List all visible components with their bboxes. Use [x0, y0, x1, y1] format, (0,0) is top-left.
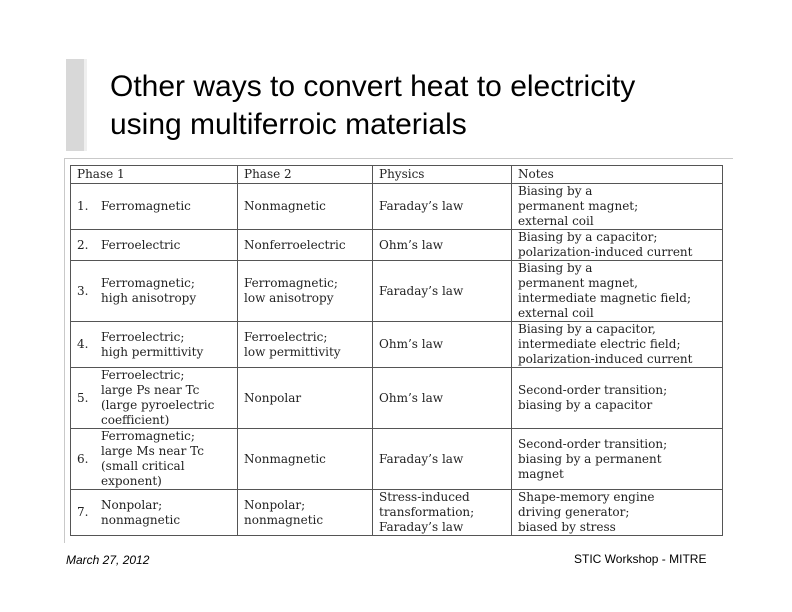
slide-title: [110, 68, 750, 144]
table-header-row: [71, 166, 723, 184]
phase1-cell: [71, 261, 238, 322]
row-number: 3.: [77, 283, 89, 298]
table-row: [71, 368, 723, 429]
notes-cell: [512, 261, 723, 322]
row-number: 1.: [77, 199, 89, 213]
footer-date: March 27, 2012: [66, 553, 150, 567]
header-notes: Notes: [512, 166, 723, 184]
phase1-text: Ferroelectric: [101, 237, 181, 252]
phase1-text: Ferromagnetic; high anisotropy: [101, 276, 197, 305]
footer-event: STIC Workshop - MITRE: [574, 552, 707, 566]
phase2-cell: [238, 261, 373, 322]
notes-text: Shape-memory engine driving generator; biased by stress: [518, 490, 655, 534]
notes-cell: [512, 184, 723, 230]
row-number: 6.: [77, 451, 89, 466]
physics-cell: [373, 184, 512, 230]
notes-text: Biasing by a permanent magnet; external coil: [518, 184, 639, 228]
physics-text: Stress-induced transformation; Faraday’s law: [379, 490, 475, 534]
phase2-cell: [238, 322, 373, 368]
physics-cell: [373, 429, 512, 490]
notes-text: Biasing by a permanent magnet, intermediate magnetic field; external coil: [518, 261, 692, 320]
physics-cell: [373, 261, 512, 322]
notes-cell: [512, 490, 723, 536]
title-accent-bar: [66, 59, 87, 151]
header-phase1: Phase 1: [71, 166, 238, 184]
notes-text: Biasing by a capacitor; polarization-induced current: [518, 230, 693, 259]
notes-text: Second-order transition; biasing by a capacitor: [518, 383, 668, 412]
phase1-text: Ferromagnetic; large Ms near Tc (small critical exponent): [101, 429, 204, 488]
physics-text: Faraday’s law: [379, 199, 464, 213]
table-row: [71, 184, 723, 230]
header-physics: Physics: [373, 166, 512, 184]
multiferroic-table: [70, 165, 723, 536]
phase2-cell: [238, 230, 373, 261]
physics-text: Ohm’s law: [379, 337, 443, 351]
phase2-text: Nonmagnetic: [244, 451, 326, 466]
phase1-text: Ferroelectric; large Ps near Tc (large pyroelectric coefficient): [101, 368, 215, 427]
physics-text: Faraday’s law: [379, 283, 464, 298]
notes-cell: [512, 230, 723, 261]
table-row: [71, 230, 723, 261]
phase1-text: Nonpolar; nonmagnetic: [101, 497, 181, 527]
phase2-text: Ferroelectric; low permittivity: [244, 329, 341, 359]
phase1-cell: [71, 490, 238, 536]
physics-text: Faraday’s law: [379, 451, 464, 466]
physics-text: Ohm’s law: [379, 390, 443, 405]
phase1-cell: [71, 368, 238, 429]
phase2-text: Ferromagnetic; low anisotropy: [244, 276, 338, 305]
physics-cell: [373, 322, 512, 368]
row-number: 7.: [77, 505, 89, 519]
table-row: [71, 490, 723, 536]
phase2-text: Nonferroelectric: [244, 237, 346, 252]
notes-text: Biasing by a capacitor, intermediate electric field; polarization-induced current: [518, 322, 693, 366]
phase2-text: Nonpolar: [244, 390, 302, 405]
physics-cell: [373, 490, 512, 536]
phase2-cell: [238, 184, 373, 230]
physics-text: Ohm’s law: [379, 237, 443, 252]
row-number: 2.: [77, 237, 89, 252]
phase1-text: Ferromagnetic: [101, 199, 191, 213]
phase2-cell: [238, 368, 373, 429]
header-phase2: Phase 2: [238, 166, 373, 184]
notes-cell: [512, 322, 723, 368]
phase1-cell: [71, 230, 238, 261]
physics-cell: [373, 230, 512, 261]
table-row: [71, 322, 723, 368]
phase2-text: Nonpolar; nonmagnetic: [244, 497, 324, 527]
notes-cell: [512, 429, 723, 490]
table-row: [71, 429, 723, 490]
physics-cell: [373, 368, 512, 429]
slide-title-line2: using multiferroic materials: [110, 108, 467, 141]
phase1-cell: [71, 429, 238, 490]
notes-text: Second-order transition; biasing by a permanent magnet: [518, 436, 668, 481]
notes-cell: [512, 368, 723, 429]
phase1-text: Ferroelectric; high permittivity: [101, 329, 204, 359]
table-row: [71, 261, 723, 322]
phase1-cell: [71, 184, 238, 230]
phase1-cell: [71, 322, 238, 368]
slide-title-line1: Other ways to convert heat to electricity: [110, 70, 636, 103]
phase2-text: Nonmagnetic: [244, 199, 326, 213]
row-number: 5.: [77, 390, 89, 405]
phase2-cell: [238, 490, 373, 536]
phase2-cell: [238, 429, 373, 490]
row-number: 4.: [77, 337, 89, 351]
